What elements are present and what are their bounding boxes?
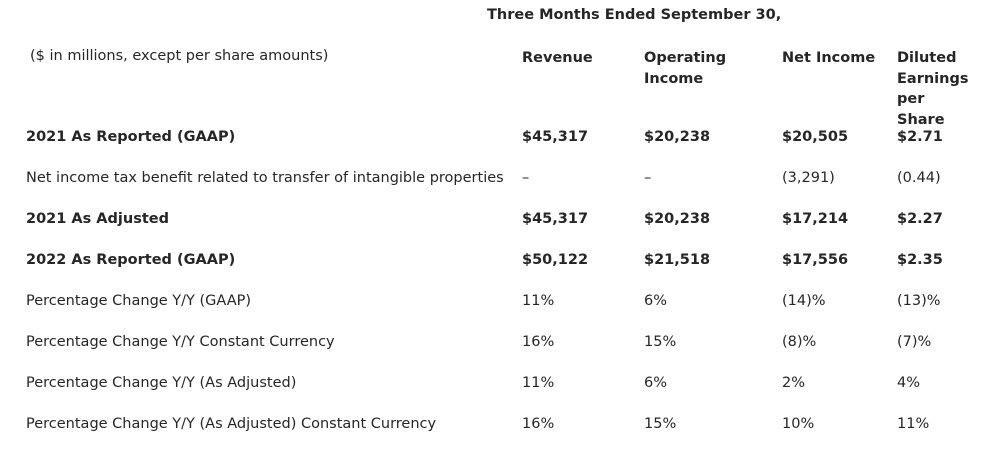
row-label: Net income tax benefit related to transfer of intangible properties	[26, 170, 504, 186]
revenue-cell: 16%	[522, 334, 555, 350]
diluted-eps-cell: (0.44)	[897, 170, 941, 186]
units-note: ($ in millions, except per share amounts)	[30, 48, 329, 64]
period-header: Three Months Ended September 30,	[487, 7, 782, 23]
net-income-cell: (3,291)	[782, 170, 835, 186]
diluted-eps-cell: (13)%	[897, 293, 941, 309]
net-income-cell: (14)%	[782, 293, 826, 309]
operating-income-cell: 15%	[644, 334, 677, 350]
table-row	[0, 211, 1000, 233]
diluted-eps-cell: $2.27	[897, 211, 943, 227]
net-income-cell: 10%	[782, 416, 815, 432]
operating-income-cell: –	[644, 170, 652, 186]
diluted-eps-cell: $2.71	[897, 129, 943, 145]
diluted-eps-cell: 4%	[897, 375, 921, 391]
net-income-cell: (8)%	[782, 334, 817, 350]
column-header-diluted-eps: Diluted Earnings per Share	[897, 50, 969, 128]
revenue-cell: 11%	[522, 293, 555, 309]
diluted-eps-cell: (7)%	[897, 334, 932, 350]
row-label: Percentage Change Y/Y (As Adjusted) Constant Currency	[26, 416, 437, 432]
row-label: Percentage Change Y/Y Constant Currency	[26, 334, 335, 350]
operating-income-cell: $20,238	[644, 211, 711, 227]
revenue-cell: 16%	[522, 416, 555, 432]
table-row	[0, 170, 1000, 192]
row-label: Percentage Change Y/Y (As Adjusted)	[26, 375, 297, 391]
net-income-cell: 2%	[782, 375, 806, 391]
revenue-cell: $45,317	[522, 211, 589, 227]
table-row	[0, 129, 1000, 151]
column-header-revenue: Revenue	[522, 50, 593, 66]
row-label: 2021 As Adjusted	[26, 211, 169, 227]
net-income-cell: $17,556	[782, 252, 849, 268]
row-label: 2021 As Reported (GAAP)	[26, 129, 236, 145]
operating-income-cell: $20,238	[644, 129, 711, 145]
table-row	[0, 293, 1000, 315]
table-row	[0, 334, 1000, 356]
column-header-operating-income: Operating Income	[644, 50, 727, 87]
row-label: Percentage Change Y/Y (GAAP)	[26, 293, 252, 309]
row-label: 2022 As Reported (GAAP)	[26, 252, 236, 268]
table-row	[0, 375, 1000, 397]
diluted-eps-cell: 11%	[897, 416, 930, 432]
revenue-cell: –	[522, 170, 530, 186]
operating-income-cell: 15%	[644, 416, 677, 432]
table-row	[0, 252, 1000, 274]
revenue-cell: $50,122	[522, 252, 589, 268]
revenue-cell: $45,317	[522, 129, 589, 145]
column-header-net-income: Net Income	[782, 50, 876, 66]
operating-income-cell: $21,518	[644, 252, 711, 268]
diluted-eps-cell: $2.35	[897, 252, 943, 268]
net-income-cell: $20,505	[782, 129, 849, 145]
table-row	[0, 416, 1000, 438]
operating-income-cell: 6%	[644, 293, 668, 309]
revenue-cell: 11%	[522, 375, 555, 391]
net-income-cell: $17,214	[782, 211, 849, 227]
operating-income-cell: 6%	[644, 375, 668, 391]
